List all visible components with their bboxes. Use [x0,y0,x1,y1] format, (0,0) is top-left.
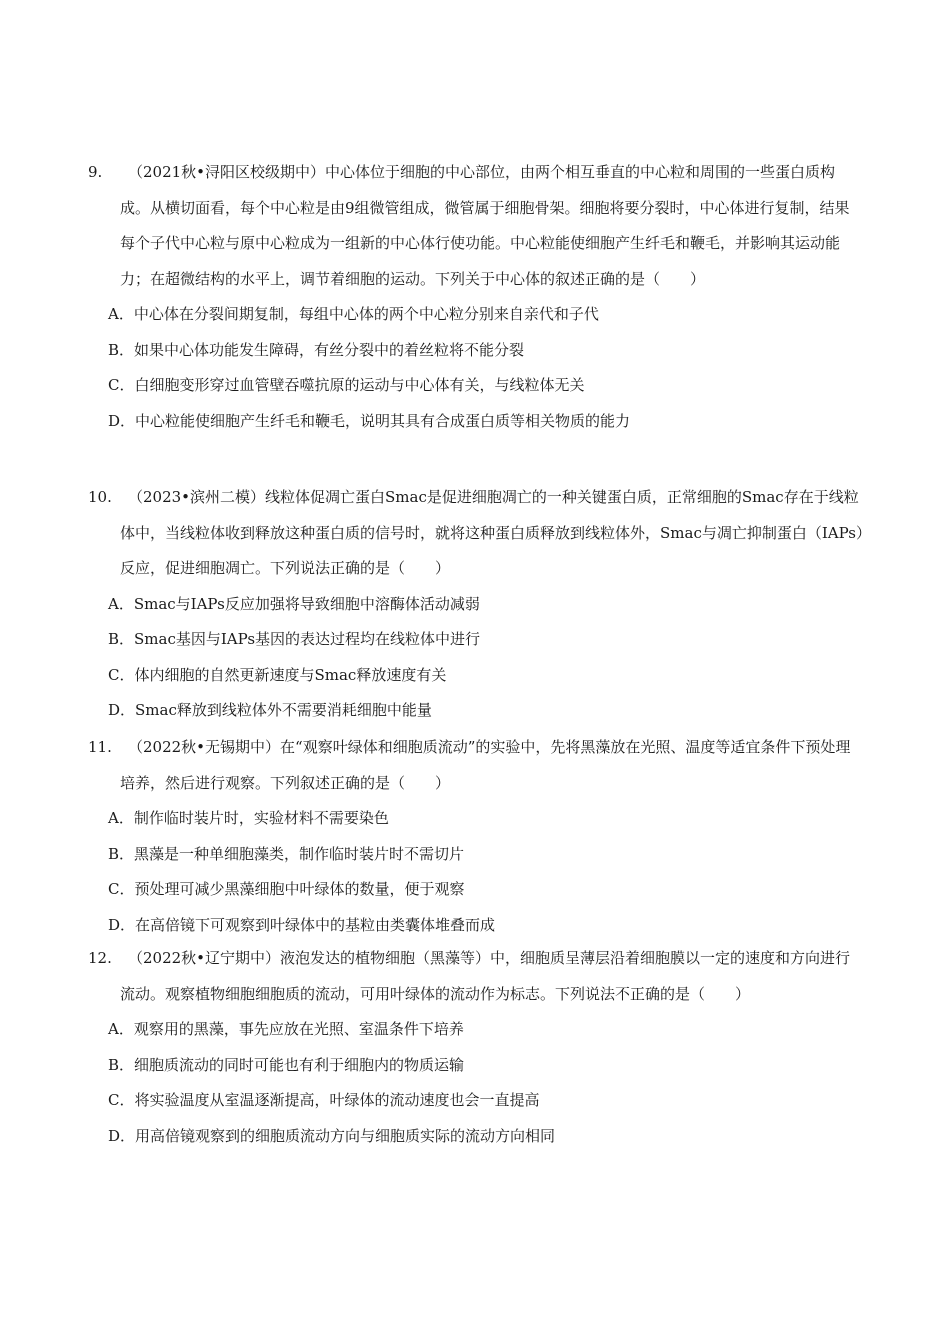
option-a: A．制作临时装片时，实验材料不需要染色 [108,809,389,827]
question-number: 10. [88,488,112,506]
question-stem: （2021秋•浔阳区校级期中）中心体位于细胞的中心部位，由两个相互垂直的中心粒和周围的一些蛋白质构成。从横切面看，每个中心粒是由9组微管组成，微管属于细胞骨架。细胞将要分裂时，中心体进行复制，结果每个子代中心粒与原中心粒成为一组新的中心体行使功能。中心粒能使细胞产生纤毛和鞭毛，并影响其运动能力；在超微结构的水平上，调节着细胞的运动。下列关于中心体的叙述正确的是（ ） [120,163,850,288]
question-stem: （2022秋•辽宁期中）液泡发达的植物细胞（黑藻等）中，细胞质呈薄层沿着细胞膜以一定的速度和方向进行流动。观察植物细胞细胞质的流动，可用叶绿体的流动作为标志。下列说法不正确的是（ ） [120,949,851,1003]
question-stem-block [88,730,864,801]
option-c: C．将实验温度从室温逐渐提高，叶绿体的流动速度也会一直提高 [108,1091,540,1109]
option-d: D．在高倍镜下可观察到叶绿体中的基粒由类囊体堆叠而成 [108,915,496,934]
question-11 [88,730,864,943]
question-12 [88,941,864,1154]
option-a: A．中心体在分裂间期复制，每组中心体的两个中心粒分别来自亲代和子代 [108,305,599,323]
option-c: C．白细胞变形穿过血管壁吞噬抗原的运动与中心体有关，与线粒体无关 [108,376,585,394]
option-c: C．预处理可减少黑藻细胞中叶绿体的数量，便于观察 [108,880,465,898]
option-b: B．Smac基因与IAPs基因的表达过程均在线粒体中进行 [108,630,481,648]
option-c: C．体内细胞的自然更新速度与Smac释放速度有关 [108,665,447,684]
option-a: A．观察用的黑藻，事先应放在光照、室温条件下培养 [108,1020,464,1038]
question-stem-block [88,155,864,297]
option-b: B．如果中心体功能发生障碍，有丝分裂中的着丝粒将不能分裂 [108,340,525,359]
option-d: D．用高倍镜观察到的细胞质流动方向与细胞质实际的流动方向相同 [108,1126,556,1145]
question-number: 11. [88,738,112,756]
question-number: 12. [88,949,112,967]
question-stem-block [88,480,864,587]
option-b: B．黑藻是一种单细胞藻类，制作临时装片时不需切片 [108,844,465,863]
question-stem: （2022秋•无锡期中）在“观察叶绿体和细胞质流动”的实验中，先将黑藻放在光照、温度等适宜条件下预处理培养，然后进行观察。下列叙述正确的是（ ） [120,738,851,792]
option-b: B．细胞质流动的同时可能也有利于细胞内的物质运输 [108,1055,465,1074]
option-d: D．中心粒能使细胞产生纤毛和鞭毛，说明其具有合成蛋白质等相关物质的能力 [108,411,631,430]
question-number: 9. [88,163,103,181]
option-a: A．Smac与IAPs反应加强将导致细胞中溶酶体活动减弱 [108,594,480,613]
question-10 [88,480,864,729]
question-stem-block [88,941,864,1012]
question-stem: （2023•滨州二模）线粒体促凋亡蛋白Smac是促进细胞凋亡的一种关键蛋白质，正常细胞的Smac存在于线粒体中，当线粒体收到释放这种蛋白质的信号时，就将这种蛋白质释放到线粒体外，Smac与凋亡抑制蛋白（IAPs）反应，促进细胞凋亡。下列说法正确的是（ ） [120,488,864,577]
question-9 [88,155,864,439]
option-d: D．Smac释放到线粒体外不需要消耗细胞中能量 [108,701,432,719]
